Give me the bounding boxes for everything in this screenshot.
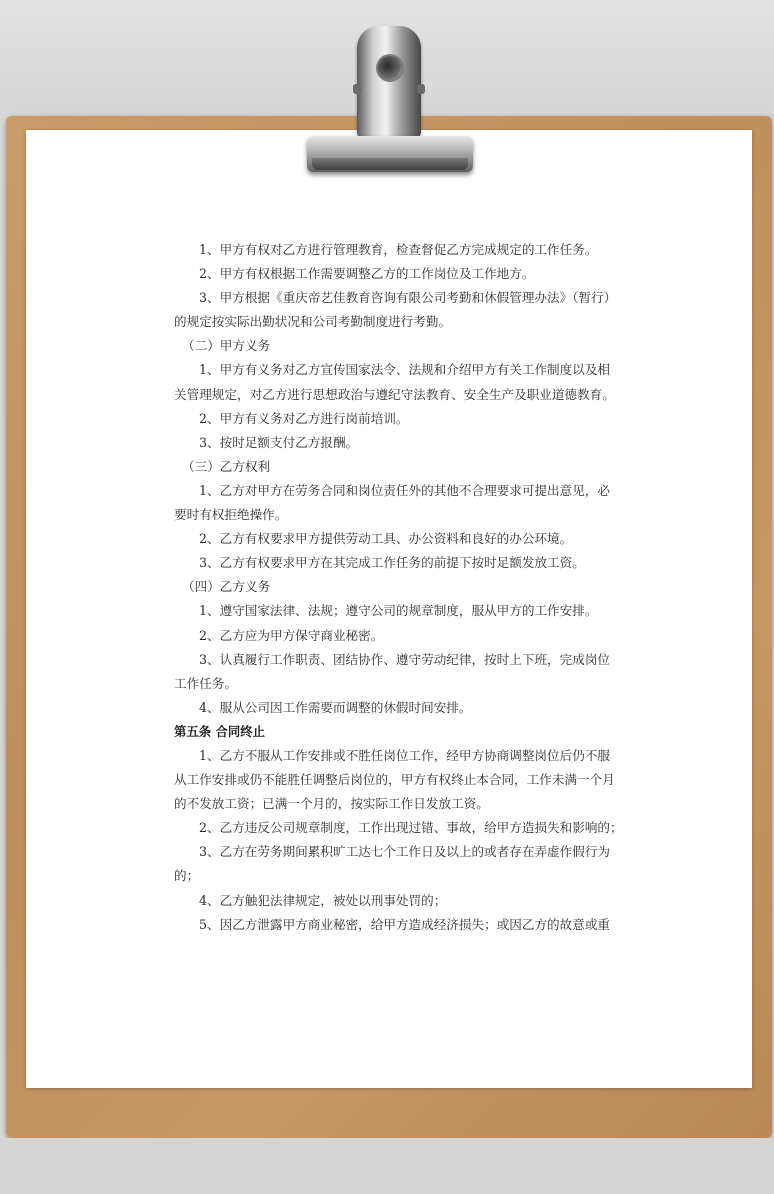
text-line: 从工作安排或仍不能胜任调整后岗位的，甲方有权终止本合同，工作未满一个月 — [174, 772, 615, 788]
text-line: 3、甲方根据《重庆帝艺佳教育咨询有限公司考勤和休假管理办法》（暂行） — [199, 290, 617, 306]
text-line: 3、按时足额支付乙方报酬。 — [199, 434, 359, 450]
text-line: 1、遵守国家法律、法规；遵守公司的规章制度，服从甲方的工作安排。 — [199, 603, 598, 619]
text-line: 4、服从公司因工作需要而调整的休假时间安排。 — [199, 699, 472, 715]
text-line: 的不发放工资；已满一个月的，按实际工作日发放工资。 — [174, 796, 489, 812]
text-line: 2、乙方应为甲方保守商业秘密。 — [199, 627, 384, 643]
text-line: 要时有权拒绝操作。 — [174, 507, 288, 523]
background-bottom — [0, 1138, 774, 1194]
clip-wire-left — [353, 84, 361, 94]
text-line: 4、乙方触犯法律规定，被处以刑事处罚的； — [199, 892, 447, 908]
text-line: 2、甲方有义务对乙方进行岗前培训。 — [199, 410, 409, 426]
text-line: 工作任务。 — [174, 675, 237, 691]
document-page — [26, 130, 752, 1088]
text-line: 1、乙方对甲方在劳务合同和岗位责任外的其他不合理要求可提出意见，必 — [199, 482, 611, 498]
text-line: 1、甲方有义务对乙方宣传国家法令、法规和介绍甲方有关工作制度以及相 — [199, 362, 611, 378]
clip-jaw-lip — [312, 158, 468, 170]
clip-hole — [376, 54, 404, 82]
text-line: 3、认真履行工作职责、团结协作、遵守劳动纪律，按时上下班，完成岗位 — [199, 651, 611, 667]
text-line: 2、乙方有权要求甲方提供劳动工具、办公资料和良好的办公环境。 — [199, 531, 573, 547]
text-line: 1、甲方有权对乙方进行管理教育，检查督促乙方完成规定的工作任务。 — [199, 242, 598, 257]
document-body — [174, 238, 629, 937]
text-line: 2、乙方违反公司规章制度，工作出现过错、事故，给甲方造损失和影响的； — [199, 820, 623, 836]
text-line: 关管理规定，对乙方进行思想政治与遵纪守法教育、安全生产及职业道德教育。 — [174, 386, 615, 402]
text-line: 3、乙方在劳务期间累积旷工达七个工作日及以上的或者存在弄虚作假行为 — [199, 844, 611, 860]
text-line: 3、乙方有权要求甲方在其完成工作任务的前提下按时足额发放工资。 — [199, 555, 585, 571]
text-line: 的规定按实际出勤状况和公司考勤制度进行考勤。 — [174, 314, 452, 330]
text-line: （四）乙方义务 — [182, 579, 271, 595]
text-line: （三）乙方权利 — [182, 458, 271, 474]
clip-wire-right — [417, 84, 425, 94]
text-line: 1、乙方不服从工作安排或不胜任岗位工作，经甲方协商调整岗位后仍不服 — [199, 747, 611, 763]
text-line: （二）甲方义务 — [182, 338, 271, 354]
text-line: 5、因乙方泄露甲方商业秘密，给甲方造成经济损失；或因乙方的故意或重 — [199, 916, 611, 932]
text-line: 的； — [174, 868, 200, 884]
binder-clip-icon — [357, 26, 421, 138]
text-line: 2、甲方有权根据工作需要调整乙方的工作岗位及工作地方。 — [199, 266, 535, 282]
section-heading: 第五条 合同终止 — [174, 723, 266, 739]
